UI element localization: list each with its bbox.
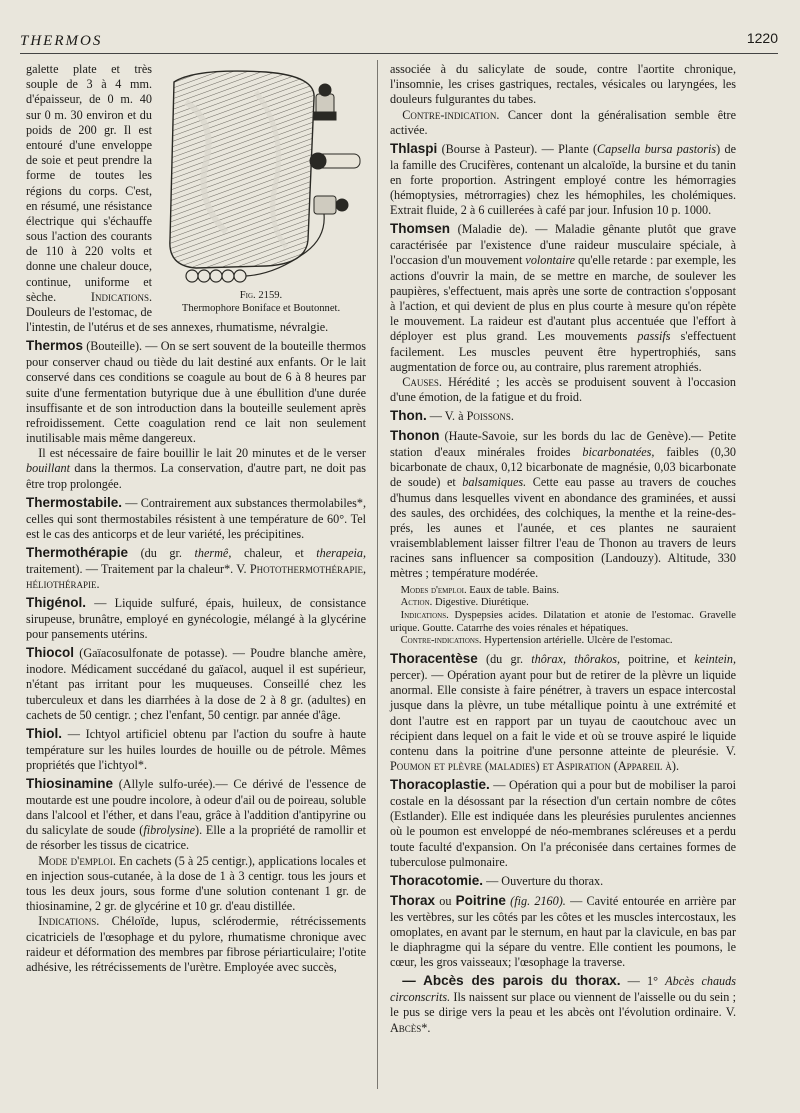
- abces-em: Abcès chauds circonscrits.: [390, 974, 736, 1005]
- thlaspi-em: Capsella bursa pastoris: [597, 141, 717, 156]
- thon-ref: Poissons.: [466, 409, 514, 424]
- headword-thoracoplastie: Thoracoplastie.: [390, 777, 490, 793]
- thorax-ou: ou: [439, 893, 452, 908]
- thonon-ci-label: Contre-indications.: [400, 635, 482, 647]
- thonon-text-c: Cette eau passe au travers de couches d'humus dans lesquelles vivent en abondance des graminées, et aussi des saules, des orchidées, des colchiques, la menthe et la reine-des-prés, les aunes et l'aunée, et ces plantes ne sauraient vraisemblablement laisser filtrer l'eau de Thonon au travers de leurs racines sans influencer sa composition (Landouzy). Altitude, 330 mètres ; température modérée.: [390, 475, 737, 581]
- headword-thon: Thon.: [390, 408, 427, 424]
- plug-bottom: [314, 196, 348, 214]
- headword-thiocol: Thiocol: [26, 645, 74, 661]
- thlaspi-text-b: ) de la famille des Crucifères, contenant un alcaloïde, la bursine et du tanin en forte proportion. Astringent employé contre les hémorragies (hémoptysies, métrorragies) chez les hémophiles, les cholémiques. Extrait fluide, 2 à 6 cuillerées à café par jour. Infusion 10 p. 1000.: [390, 141, 736, 218]
- headword-thiosinamine: Thiosinamine: [26, 776, 114, 792]
- headword-thoracotomie: Thoracotomie.: [390, 872, 484, 888]
- thonon-details: [390, 585, 736, 649]
- thomsen-em2: passifs: [637, 329, 671, 344]
- thermostabile-text: — Contrairement aux substances thermolabiles*, celles qui sont thermostabiles résistent à une température de 60°. Tel est le cas des anticorps et de leur variété, les précipitines.: [26, 495, 367, 541]
- thermos-text2-b: dans la thermos. La conservation, d'autre part, ne doit pas être trop prolongée.: [26, 461, 367, 491]
- thoracentese-ref: Poumon et plèvre (maladies) et Aspiration (Appareil à).: [390, 759, 679, 774]
- column-divider: [377, 60, 378, 1089]
- thon-text: — V. à: [429, 409, 464, 424]
- header-rule: [20, 53, 778, 54]
- headword-thoracentese: Thoracentèse: [390, 651, 478, 667]
- thiocol-text: (Gaïacosulfonate de potasse). — Poudre blanche amère, inodore. Médicament succédané du gaïacol, auquel il est supérieur, n'étant pas irritant pour les muqueuses. Conseillé chez les tuberculeux et dans les diarrhées à la dose de 2 à 8 gr. (adultes) en cachets de 50 centigr. ; chez l'enfant, 50 centigr. par année d'âge.: [26, 646, 366, 722]
- thonon-mode-label: Modes d'emploi.: [400, 584, 467, 596]
- thiol-text: — Ichtyol artificiel obtenu par l'action du soufre à haute température sur les huiles lourdes de houille ou de pétrole. Mêmes propriétés que l'ichtyol*.: [26, 726, 366, 772]
- thermophore-illustration: [156, 62, 366, 290]
- thomsen-text-c: s'effectuent facilement. Les muscles peuvent être hypertrophiés, sans augmentation de force ou, au contraire, plus rarement atrophiés.: [390, 329, 737, 374]
- thonon-ind-text: Dyspepsies acides. Dilatation et atonie de l'estomac. Gravelle urique. Goutte. Catarrhe des voies rénales et hépatiques.: [390, 610, 737, 634]
- thermotherapie-em2: therapeia,: [316, 546, 367, 561]
- figure-number: Fig. 2159.: [239, 290, 283, 301]
- thiosinamine-ind-label: Indications.: [38, 914, 100, 929]
- entry-thoracentese: [390, 651, 736, 774]
- plug-middle: [310, 153, 360, 169]
- thorax-text: — Cavité entourée en arrière par les vertèbres, sur les côtés par les côtes et les muscles intercostaux, les omoplates, en avant par le sternum, en haut par la clavicule, en bas par le diaphragme qui la sépare du ventre. Elle contient les poumons, le cœur, les gros vaisseaux; l'œsophage la traverse.: [390, 893, 737, 970]
- plug-top: [314, 84, 336, 120]
- thoracentese-text-c: percer). — Opération ayant pour but de retirer de la plèvre un liquide anormal. Elle consiste à faire pénétrer, à travers un espace intercostal jusque dans la plèvre, un tube métallique pointu à une extrémité et dont l'autre est en rapport par un tuyau de caoutchouc avec un récipient dans lequel on a fait le vide et où se trouve aspiré le liquide contenu dans la poitrine d'une personne atteinte de pleurésie. V.: [390, 667, 736, 758]
- figure-2159: [156, 62, 366, 315]
- thermos-text2-em: bouillant: [26, 461, 71, 476]
- thonon-text-a: (Haute-Savoie, sur les bords du lac de Genève).— Petite station d'eaux minérales froides: [390, 429, 736, 459]
- page-header: [20, 30, 778, 54]
- entry-thermostabile: [26, 495, 366, 542]
- thoracentese-em1: thôrax, thôrakos,: [531, 652, 620, 667]
- entry-thon: [390, 408, 736, 425]
- indications-label: Indications.: [90, 289, 152, 304]
- thiosinamine-continuation: [390, 62, 736, 138]
- thermophore-text: galette plate et très souple de 3 à 4 mm. d'épaisseur, de 0 m. 40 sur 0 m. 30 environ et du poids de 200 gr. Il est entouré d'une enveloppe de soie et peut prendre la forme de toutes les régions du corps. C'est, en résumé, une résistance électrique qui s'échauffe sous l'action des courants de 110 à 220 volts et donne une chaleur douce, continue, uniforme et sèche.: [26, 62, 152, 304]
- headword-thermostabile: Thermostabile.: [26, 494, 123, 510]
- headword-thermos: Thermos: [26, 338, 84, 354]
- thonon-ci-text: Hypertension artérielle. Ulcère de l'estomac.: [484, 635, 673, 647]
- entry-thoracotomie: [390, 873, 736, 890]
- headword-poitrine: Poitrine: [455, 892, 506, 908]
- figure-caption-text: Thermophore Boniface et Boutonnet.: [181, 302, 341, 314]
- entry-thorax: [390, 893, 736, 971]
- continuation-text: associée à du salicylate de soude, contre l'aortite chronique, l'insomnie, les crises gastriques, rectales, vésicales ou laryngées, les douleurs fulgurantes du tabes.: [390, 62, 736, 107]
- page-number: 1220: [746, 30, 778, 46]
- thiosinamine-mode-label: Mode d'emploi.: [38, 853, 116, 868]
- thigenol-text: — Liquide sulfuré, épais, huileux, de consistance sirupeuse, brunâtre, employé en gynécologie, mélangé à la glycérine pour pansements utérins.: [26, 596, 366, 642]
- headword-thermotherapie: Thermothérapie: [26, 545, 129, 561]
- thomsen-text-a: (Maladie de). — Maladie gênante plutôt que grave caractérisée par l'existence d'une raideur musculaire spéciale, à l'occasion d'un mouvement: [390, 222, 737, 268]
- thermotherapie-text-b: chaleur, et: [243, 546, 304, 561]
- running-title: THERMOS: [20, 33, 103, 49]
- thonon-mode-text: Eaux de table. Bains.: [469, 584, 559, 596]
- indications-text: Douleurs de l'estomac, de l'intestin, de l'utérus et de ses annexes, rhumatisme, névralgie.: [26, 305, 329, 335]
- thonon-ind-label: Indications.: [400, 610, 449, 622]
- thonon-em2: balsamiques.: [462, 475, 527, 490]
- entry-thlaspi: [390, 141, 736, 219]
- thoracentese-text-b: poitrine, et: [628, 652, 687, 667]
- entry-thigenol: [26, 595, 366, 642]
- abces-text-b: Ils naissent sur place ou viennent de l'aisselle ou du sein ; le pus se dirige vers la peau et les abcès ont l'évolution ordinaire. V.: [390, 990, 737, 1020]
- entry-thiocol: [26, 645, 366, 723]
- abces-text-a: — 1°: [627, 974, 658, 989]
- thomsen-causes-text: Hérédité ; les accès se produisent souvent à l'occasion d'une émotion, de la fatigue et du froid.: [390, 374, 737, 405]
- thoracoplastie-text: — Opération qui a pour but de mobiliser la paroi costale en la désossant par la résection d'un certain nombre de côtes (Estlander). Elle est indiquée dans les pleurésies purulentes anciennes où le poumon est enveloppé de néo-membranes scléreuses et a perdu toute faculté d'expansion. On l'a préconisée dans certaines formes de tuberculose pulmonaire.: [390, 778, 737, 869]
- thorax-figref: (fig. 2160).: [510, 893, 566, 908]
- contre-indication-text: Cancer dont la généralisation semble être activée.: [390, 107, 737, 137]
- headword-abces-parois: — Abcès des parois du thorax.: [402, 973, 621, 989]
- thonon-action-text: Digestive. Diurétique.: [434, 597, 529, 609]
- entry-thoracoplastie: [390, 777, 736, 870]
- thoracotomie-text: — Ouverture du thorax.: [486, 873, 604, 888]
- thiosinamine-text-a: (Allyle sulfo-urée).— Ce dérivé de l'essence de moutarde est une poudre incolore, à odeur d'ail ou de poireau, soluble dans l'alcool et l'éther, et dans l'eau, grâce à l'addition d'antipyrine ou du salicylate de soude (: [26, 777, 367, 838]
- entry-abces-parois: [390, 973, 736, 1035]
- thiosinamine-em: fibrolysine: [143, 823, 196, 838]
- thomsen-em: volontaire: [525, 253, 576, 268]
- headword-thigenol: Thigénol.: [26, 595, 86, 611]
- thermos-sub: (Bouteille).: [86, 339, 143, 354]
- thomsen-text-b: qu'elle retarde : par exemple, les actions d'ouvrir la main, de se mettre en marche, de soulever les paupières, s'effectuent, mais après une sorte de contraction s'opposant à l'action, et qui devient de plus en plus courte à mesure qu'on répète le mouvement. La raideur est d'autant plus accentuée que l'effort à déployer est plus grand. Les mouvements: [390, 253, 736, 344]
- thermotherapie-text-c: traitement). — Traitement par la chaleur*. V.: [26, 561, 247, 576]
- thermophore-drawing: [156, 62, 366, 290]
- thiosinamine-text-b: ). Elle a la propriété de ramollir et de résorber les tissus de cicatrice.: [26, 823, 367, 853]
- thiosinamine-mode-text: En cachets (5 à 25 centigr.), applications locales et en injection sous-cutanée, à la dose de 1 à 3 centigr. tous les jours et tous les deux jours, sous forme d'une solution contenant 1 gr. de thiosinamine, 2 gr. de glycérine et 10 gr. d'eau distillée.: [26, 853, 366, 914]
- entry-thermos: [26, 338, 366, 491]
- entry-thiosinamine: [26, 776, 366, 975]
- thermotherapie-text-a: (du gr.: [140, 546, 182, 561]
- entry-thomsen: [390, 221, 736, 405]
- figure-caption: [156, 290, 366, 315]
- thermotherapie-em1: thermê,: [194, 546, 232, 561]
- thlaspi-text-a: (Bourse à Pasteur). — Plante (: [441, 141, 598, 156]
- thermotherapie-ref: Photothermothérapie, héliothérapie.: [26, 561, 366, 592]
- thiosinamine-ind-text: Chéloïde, lupus, sclérodermie, rétrécissements cicatriciels de l'œsophage et du pylore, rhumatisme chronique avec raideur et déformation des membres par fibrose périarticulaire; l'otite adhésive, les rétrécissements de l'urètre. Employée avec succès,: [26, 914, 367, 974]
- thoracentese-em2: keintein,: [694, 652, 737, 667]
- entry-thonon: [390, 428, 736, 581]
- abces-ref: Abcès*.: [390, 1020, 431, 1035]
- headword-thiol: Thiol.: [26, 725, 62, 741]
- thermos-text: — On se sert souvent de la bouteille thermos pour conserver chaud ou tiède du lait destiné aux enfants. Or le lait conservé dans ces conditions se coagule au bout de 6 à 8 heures par suite d'une fermentation butyrique due à une ébullition d'une durée insuffisante et de son introduction dans la bouteille seulement après refroidissement. Cette coagulation rend ce lait non seulement inutilisable mais même dangereux.: [26, 339, 366, 446]
- headword-thomsen: Thomsen: [390, 221, 451, 237]
- left-column: [26, 62, 366, 978]
- thonon-action-label: Action.: [400, 597, 433, 609]
- entry-thermotherapie: [26, 545, 366, 592]
- headword-thonon: Thonon: [390, 428, 440, 444]
- thonon-em: bicarbonatées,: [582, 444, 655, 459]
- thermos-text2-a: Il est nécessaire de faire bouillir le lait 20 minutes et de le verser: [38, 446, 366, 461]
- thomsen-causes-label: Causes.: [402, 374, 442, 389]
- headword-thlaspi: Thlaspi: [390, 140, 438, 156]
- thoracentese-text-a: (du gr.: [486, 652, 523, 667]
- thonon-text-b: faibles (0,30 bicarbonate de chaux, 0,12 bicarbonate de magnésie, 0,03 bicarbonate de soude) et: [390, 444, 737, 490]
- right-column: [390, 62, 736, 1039]
- contre-indication-label: Contre-indication.: [402, 107, 500, 122]
- entry-thiol: [26, 726, 366, 773]
- headword-thorax: Thorax: [390, 892, 436, 908]
